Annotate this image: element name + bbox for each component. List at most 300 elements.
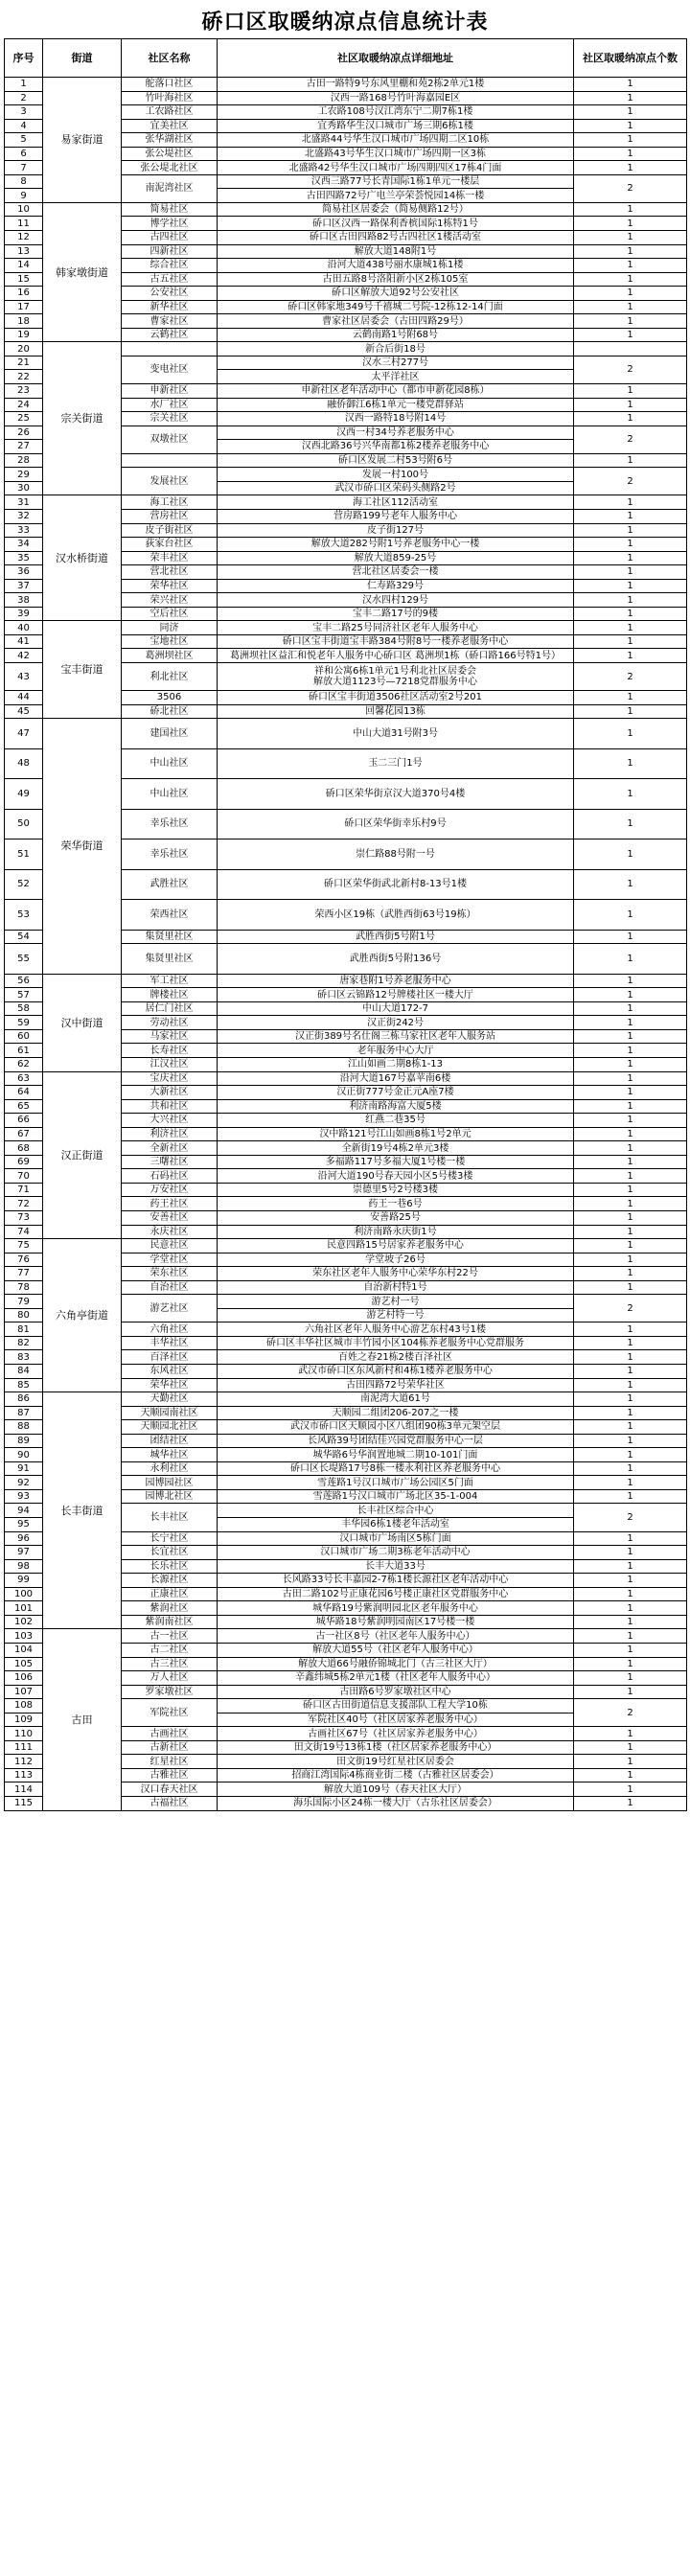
address-cell: [218, 1546, 574, 1560]
community-name: 中山社区: [122, 748, 218, 779]
count-cell: 1: [574, 1001, 687, 1016]
address-cell: [218, 1461, 574, 1476]
community-name: 丰华社区: [122, 1336, 218, 1350]
community-name: 变电社区: [122, 356, 218, 383]
address-line: 崇德里5号2号楼3楼: [352, 1184, 439, 1196]
address-cell: [218, 1727, 574, 1741]
count-cell: 1: [574, 1531, 687, 1546]
row-serial: 68: [5, 1141, 43, 1156]
address-line: 硚口区宝丰街道宝丰路384号附8号一楼养老服务中心: [282, 636, 509, 648]
community-name: 罗家墩社区: [122, 1685, 218, 1699]
count-cell: 1: [574, 1378, 687, 1392]
count-cell: 1: [574, 719, 687, 749]
address-line: 武胜西街5号附1号: [356, 931, 435, 942]
count-cell: 1: [574, 1461, 687, 1476]
address-line: 沿河大道438号丽水康城1栋1楼: [327, 260, 464, 271]
community-name: 新华社区: [122, 300, 218, 314]
row-serial: 113: [5, 1768, 43, 1782]
community-name: 百泽社区: [122, 1350, 218, 1365]
row-serial: 95: [5, 1518, 43, 1532]
community-name: 太平洋社区: [218, 370, 574, 384]
community-name: 汉口春天社区: [122, 1782, 218, 1797]
row-serial: 85: [5, 1378, 43, 1392]
count-cell: 1: [574, 287, 687, 301]
row-serial: 15: [5, 272, 43, 287]
address-line: 营房路199号老年人服务中心: [333, 511, 458, 522]
address-line: 宝丰二路25号同济社区老年人服务中心: [312, 622, 478, 633]
community-name: 申新社区: [122, 384, 218, 399]
address-line: 武汉市硚口区荣码头侧路2号: [334, 483, 456, 494]
row-serial: 98: [5, 1559, 43, 1574]
community-name: 牌楼社区: [122, 988, 218, 1002]
row-serial: 87: [5, 1406, 43, 1420]
count-cell: 1: [574, 704, 687, 719]
community-name: 长乐社区: [122, 1559, 218, 1574]
address-line: 长丰大道33号: [365, 1560, 426, 1572]
address-line: 中山大道172-7: [361, 1003, 429, 1015]
count-cell: 1: [574, 1044, 687, 1058]
table-row: [5, 342, 687, 356]
address-line: 辛鑫纬城5栋2单元1楼（社区老年人服务中心）: [294, 1672, 496, 1684]
address-line: 民意四路15号居家养老服务中心: [327, 1240, 464, 1252]
row-serial: 34: [5, 538, 43, 552]
row-serial: 91: [5, 1461, 43, 1476]
address-cell: [218, 621, 574, 635]
row-serial: 23: [5, 384, 43, 399]
community-name: 长寿社区: [122, 1044, 218, 1058]
count-cell: 2: [574, 662, 687, 690]
address-line: 北盛路44号华生汉口城市广场四期二区10栋: [301, 134, 490, 146]
address-line: 利济南路永庆街1号: [354, 1226, 437, 1237]
row-serial: 6: [5, 147, 43, 161]
row-serial: 114: [5, 1782, 43, 1797]
address-cell: [218, 593, 574, 608]
address-line: 雪莲路1号汉口城市广场公园区5门面: [317, 1477, 473, 1488]
address-cell: [218, 634, 574, 649]
community-name: 永庆社区: [122, 1225, 218, 1239]
address-line: 解放大道859-25号: [354, 552, 437, 564]
count-cell: 1: [574, 91, 687, 105]
address-cell: [218, 1280, 574, 1295]
address-cell: [218, 840, 574, 870]
address-line: 硚口区发展二村53号附6号: [337, 455, 453, 467]
address-line: 汉水四村129号: [361, 594, 429, 606]
address-line: 曹家社区居委会（古田四路29号）: [322, 315, 469, 327]
address-line: 城华路19号紫润明园北区老年服务中心: [312, 1602, 478, 1614]
address-cell: [218, 748, 574, 779]
address-cell: [218, 1574, 574, 1588]
count-cell: 1: [574, 579, 687, 593]
address-cell: [218, 91, 574, 105]
address-cell: [218, 1406, 574, 1420]
community-name: [122, 453, 218, 468]
address-cell: [218, 988, 574, 1002]
address-line: 硚口区汉西一路保利香槟国际1栋特1号: [312, 218, 478, 229]
community-name: 同济: [122, 621, 218, 635]
community-name: 三曙社区: [122, 1155, 218, 1169]
address-cell: [218, 356, 574, 370]
address-line: 老年服务中心大厅: [356, 1045, 434, 1056]
row-serial: 96: [5, 1531, 43, 1546]
row-serial: 13: [5, 244, 43, 259]
table-row: [5, 78, 687, 92]
count-cell: 1: [574, 1740, 687, 1755]
community-name: 集贤里社区: [122, 930, 218, 944]
community-name: 紫润社区: [122, 1601, 218, 1616]
address-cell: [218, 649, 574, 663]
count-cell: 1: [574, 607, 687, 621]
count-cell: 1: [574, 1155, 687, 1169]
community-name: 学堂社区: [122, 1253, 218, 1267]
community-name: 古雅社区: [122, 1768, 218, 1782]
community-name: 古一社区: [122, 1629, 218, 1644]
table-row: [5, 495, 687, 510]
community-name: 荣兴社区: [122, 593, 218, 608]
address-line: 江山如画二期8栋1-13: [347, 1059, 444, 1070]
table-body: [5, 78, 687, 1811]
row-serial: 12: [5, 231, 43, 245]
row-serial: 9: [5, 189, 43, 203]
community-name: 永利社区: [122, 1461, 218, 1476]
street-name: 宗关街道: [43, 342, 122, 495]
address-line: 海工社区112活动室: [352, 496, 439, 508]
count-cell: 1: [574, 565, 687, 580]
address-cell: [218, 1211, 574, 1226]
address-line: 仁寿路329号: [366, 580, 425, 591]
count-cell: 2: [574, 426, 687, 453]
community-name: 皮子街社区: [122, 523, 218, 538]
row-serial: 70: [5, 1169, 43, 1184]
address-cell: [218, 869, 574, 900]
address-cell: [218, 1127, 574, 1141]
community-name: 天勤社区: [122, 1392, 218, 1407]
address-cell: [218, 551, 574, 565]
row-serial: 29: [5, 468, 43, 482]
address-cell: [218, 565, 574, 580]
address-line: 汉口城市广场南区5栋门面: [339, 1532, 451, 1544]
address-cell: [218, 1489, 574, 1504]
row-serial: 45: [5, 704, 43, 719]
community-name: 古四社区: [122, 231, 218, 245]
count-cell: 1: [574, 161, 687, 175]
street-name: 汉中街道: [43, 974, 122, 1071]
address-cell: [218, 1141, 574, 1156]
address-cell: [218, 1057, 574, 1071]
address-cell: [218, 1740, 574, 1755]
community-name: 自治社区: [122, 1280, 218, 1295]
row-serial: 71: [5, 1183, 43, 1197]
address-cell: [218, 1197, 574, 1211]
address-cell: [218, 1322, 574, 1337]
row-serial: 92: [5, 1476, 43, 1490]
community-name: 安善社区: [122, 1211, 218, 1226]
community-name: 游艺社区: [122, 1295, 218, 1322]
address-cell: [218, 426, 574, 440]
address-line: 古田四路72号荣华社区: [346, 1379, 445, 1391]
address-line: 汉西一村34号养老服务中心: [336, 426, 454, 438]
count-cell: 1: [574, 133, 687, 148]
address-line: 长风路39号团结佳兴园党群服务中心一层: [308, 1436, 483, 1447]
count-cell: 1: [574, 1420, 687, 1435]
address-line: 古田二路102号正康花园6号楼正康社区党群服务中心: [282, 1589, 509, 1600]
community-name: 园博园社区: [122, 1476, 218, 1490]
address-cell: [218, 1239, 574, 1254]
count-cell: 1: [574, 1099, 687, 1114]
community-name: 公安社区: [122, 287, 218, 301]
address-cell: [218, 509, 574, 523]
address-line: 硚口区韩家地349号千禧城二号院-12栋12-14门面: [288, 302, 503, 313]
row-serial: 50: [5, 809, 43, 840]
address-cell: [218, 287, 574, 301]
address-line: 武胜西街5号附136号: [349, 953, 442, 964]
row-serial: 73: [5, 1211, 43, 1226]
address-line: 汉西三路77号长青国际1栋1单元一楼层: [310, 176, 480, 188]
address-line: 硚口区荣华街幸乐村9号: [344, 818, 447, 830]
address-line: 解放大道148附1号: [354, 245, 437, 257]
address-cell: [218, 453, 574, 468]
count-cell: 1: [574, 412, 687, 426]
count-cell: 1: [574, 259, 687, 273]
address-cell: [218, 1295, 574, 1309]
row-serial: 10: [5, 202, 43, 217]
address-cell: [218, 1531, 574, 1546]
community-name: 博学社区: [122, 217, 218, 231]
address-line: 葛洲坝社区益汇和悦老年人服务中心硚口区 葛洲坝1栋（硚口路166号特1号）: [230, 650, 561, 661]
row-serial: 107: [5, 1685, 43, 1699]
address-cell: [218, 398, 574, 412]
row-serial: 99: [5, 1574, 43, 1588]
address-line: 唐家巷附1号养老服务中心: [339, 975, 451, 986]
row-serial: 24: [5, 398, 43, 412]
address-line: 祥和公寓6栋1单元1号利北社区居委会: [313, 666, 477, 678]
row-serial: 88: [5, 1420, 43, 1435]
address-line: 硚口区云锦路12号牌楼社区一楼大厅: [317, 989, 473, 1000]
count-cell: 1: [574, 384, 687, 399]
address-cell: [218, 1755, 574, 1769]
address-cell: [218, 1392, 574, 1407]
community-name: 曹家社区: [122, 314, 218, 329]
community-name: 舵落口社区: [122, 78, 218, 92]
count-cell: 1: [574, 1197, 687, 1211]
count-cell: 1: [574, 621, 687, 635]
address-cell: [218, 272, 574, 287]
address-line: 玉二三门1号: [368, 758, 423, 770]
address-cell: [218, 1685, 574, 1699]
row-serial: 109: [5, 1713, 43, 1727]
address-cell: [218, 809, 574, 840]
community-name: 双墩社区: [122, 426, 218, 453]
community-name: 发展社区: [122, 468, 218, 495]
count-cell: 1: [574, 1057, 687, 1071]
address-line: 硚口区长堤路17号8栋一楼永利社区养老服务中心: [289, 1463, 501, 1475]
table-row: [5, 974, 687, 988]
address-cell: [218, 78, 574, 92]
count-cell: 1: [574, 779, 687, 810]
address-line: 游艺村特一号: [366, 1310, 425, 1322]
count-cell: 1: [574, 78, 687, 92]
row-serial: 61: [5, 1044, 43, 1058]
row-serial: 80: [5, 1308, 43, 1322]
address-cell: [218, 1016, 574, 1030]
community-name: 天顺园北社区: [122, 1420, 218, 1435]
count-cell: 1: [574, 593, 687, 608]
count-cell: 2: [574, 1504, 687, 1531]
row-serial: 37: [5, 579, 43, 593]
row-serial: 102: [5, 1615, 43, 1629]
address-cell: [218, 1044, 574, 1058]
count-cell: 1: [574, 1727, 687, 1741]
count-cell: [574, 342, 687, 356]
address-cell: [218, 189, 574, 203]
row-serial: 47: [5, 719, 43, 749]
row-serial: 111: [5, 1740, 43, 1755]
count-cell: 1: [574, 1657, 687, 1671]
address-line: 古田五路8号洛阳新小区2栋105室: [322, 273, 469, 285]
community-name: 东风社区: [122, 1365, 218, 1379]
count-cell: 1: [574, 1016, 687, 1030]
community-name: 军院社区: [122, 1699, 218, 1727]
address-line: 沿河大道167号嘉苹南6楼: [339, 1072, 451, 1084]
count-cell: 1: [574, 840, 687, 870]
table-row: [5, 1392, 687, 1407]
address-cell: [218, 1253, 574, 1267]
row-serial: 67: [5, 1127, 43, 1141]
address-line: 沿河大道190号春天园小区5号楼3楼: [317, 1170, 473, 1182]
community-name: 古福社区: [122, 1796, 218, 1810]
address-line: 城华路6号华润置地城二期10-101门面: [312, 1449, 478, 1460]
row-serial: 49: [5, 779, 43, 810]
row-serial: 57: [5, 988, 43, 1002]
address-cell: [218, 607, 574, 621]
community-name: 古画社区: [122, 1727, 218, 1741]
address-cell: [218, 174, 574, 189]
address-cell: [218, 1559, 574, 1574]
address-line: 汉中路121号江山如画8栋1号2单元: [319, 1128, 472, 1139]
count-cell: 1: [574, 244, 687, 259]
community-name: 宗关社区: [122, 412, 218, 426]
address-cell: [218, 1099, 574, 1114]
address-cell: [218, 440, 574, 454]
address-line: 汉西北路36号兴华南都1栋2楼养老服务中心: [301, 441, 490, 452]
count-cell: 1: [574, 1685, 687, 1699]
community-name: 南泥湾社区: [122, 174, 218, 202]
row-serial: 5: [5, 133, 43, 148]
address-cell: [218, 342, 574, 356]
row-serial: 69: [5, 1155, 43, 1169]
row-serial: 16: [5, 287, 43, 301]
address-line: 崇仁路88号附一号: [356, 848, 435, 860]
row-serial: 32: [5, 509, 43, 523]
street-name: 韩家墩街道: [43, 202, 122, 341]
row-serial: 60: [5, 1029, 43, 1044]
address-line: 解放大道55号（社区老年人服务中心）: [312, 1644, 478, 1656]
address-line: 硚口区荣华街武北新村8-13号1楼: [323, 879, 468, 890]
count-cell: 1: [574, 1782, 687, 1797]
row-serial: 106: [5, 1671, 43, 1686]
community-name: 张华湖社区: [122, 133, 218, 148]
row-serial: 19: [5, 328, 43, 342]
row-serial: 27: [5, 440, 43, 454]
address-cell: [218, 974, 574, 988]
address-line: 硚口区古田街道信息支援部队工程大学10栋: [303, 1700, 488, 1712]
row-serial: 72: [5, 1197, 43, 1211]
address-cell: [218, 231, 574, 245]
count-cell: 2: [574, 356, 687, 383]
community-name: 长源社区: [122, 1574, 218, 1588]
community-name: 城华社区: [122, 1448, 218, 1462]
address-cell: [218, 1768, 574, 1782]
community-name: 药王社区: [122, 1197, 218, 1211]
row-serial: 33: [5, 523, 43, 538]
community-name: 张公堤北社区: [122, 161, 218, 175]
address-cell: [218, 1796, 574, 1810]
address-line: 硚口区解放大道92号公安社区: [332, 288, 459, 299]
row-serial: 77: [5, 1267, 43, 1281]
community-name: 张公堤社区: [122, 147, 218, 161]
row-serial: 11: [5, 217, 43, 231]
count-cell: 1: [574, 634, 687, 649]
address-cell: [218, 1434, 574, 1448]
address-cell: [218, 468, 574, 482]
row-serial: 51: [5, 840, 43, 870]
count-cell: 2: [574, 1295, 687, 1322]
street-name: 易家街道: [43, 78, 122, 203]
row-serial: 110: [5, 1727, 43, 1741]
count-cell: 1: [574, 217, 687, 231]
header-serial: 序号: [5, 39, 43, 78]
count-cell: 1: [574, 231, 687, 245]
street-name: 汉水桥街道: [43, 495, 122, 621]
row-serial: 18: [5, 314, 43, 329]
address-cell: [218, 1699, 574, 1714]
community-name: 简易社区: [122, 202, 218, 217]
address-cell: [218, 1671, 574, 1686]
address-cell: [218, 1420, 574, 1435]
count-cell: 1: [574, 1211, 687, 1226]
row-serial: 112: [5, 1755, 43, 1769]
community-name: 3506: [122, 691, 218, 705]
community-name: 综合社区: [122, 259, 218, 273]
community-name: 宝庆社区: [122, 1071, 218, 1086]
community-name: 海工社区: [122, 495, 218, 510]
address-line: 利济南路海富大厦5楼: [349, 1100, 442, 1112]
community-name: 万安社区: [122, 1183, 218, 1197]
address-line: 简易社区居委会（简易侧路12号）: [322, 204, 469, 216]
address-cell: [218, 300, 574, 314]
row-serial: 14: [5, 259, 43, 273]
address-line: 游艺村一号: [371, 1296, 420, 1307]
count-cell: 1: [574, 930, 687, 944]
count-cell: 1: [574, 748, 687, 779]
community-name: 共和社区: [122, 1099, 218, 1114]
address-cell: [218, 1601, 574, 1616]
community-name: 大兴社区: [122, 1114, 218, 1128]
row-serial: 44: [5, 691, 43, 705]
row-serial: 38: [5, 593, 43, 608]
street-name: 宝丰街道: [43, 621, 122, 719]
row-serial: 90: [5, 1448, 43, 1462]
row-serial: 30: [5, 481, 43, 495]
address-line: 申新社区老年活动中心（都市申新花园8栋）: [301, 385, 490, 397]
community-name: 幸乐社区: [122, 840, 218, 870]
address-cell: [218, 328, 574, 342]
row-serial: 84: [5, 1365, 43, 1379]
row-serial: 97: [5, 1546, 43, 1560]
table-row: [5, 1629, 687, 1644]
count-cell: 1: [574, 509, 687, 523]
address-cell: [218, 523, 574, 538]
row-serial: 79: [5, 1295, 43, 1309]
